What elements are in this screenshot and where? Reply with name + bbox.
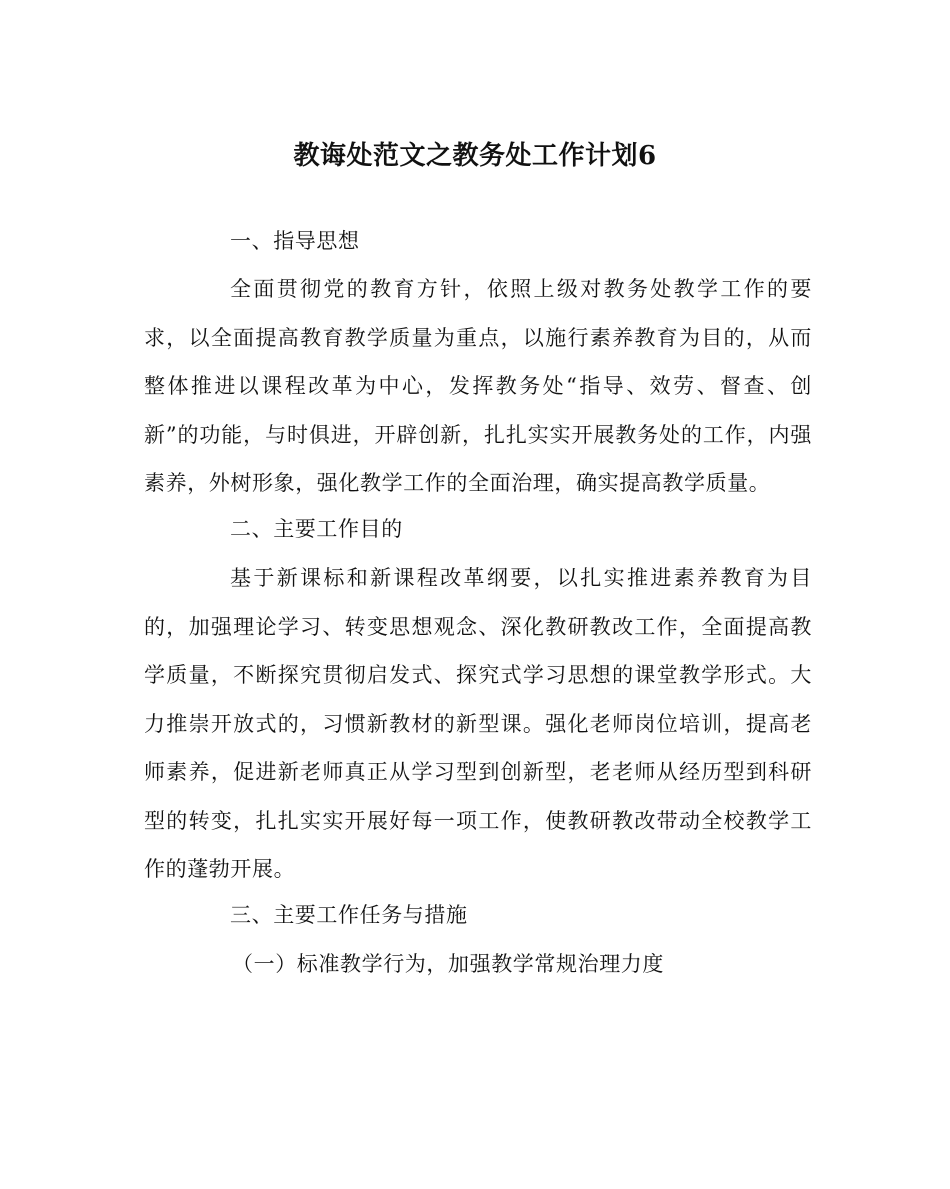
subsection-heading-teaching-standards: （一）标准教学行为，加强教学常规治理力度 [232, 952, 664, 976]
document-title: 教诲处范文之教务处工作计划6 [293, 141, 657, 171]
section-heading-guiding-thought: 一、指导思想 [230, 229, 360, 253]
section-heading-main-goals: 二、主要工作目的 [230, 517, 403, 541]
paragraph-guiding-thought: 全面贯彻党的教育方针，依照上级对教务处教学工作的要求，以全面提高教育教学质量为重点，以施行素养教育为目的，从而整体推进以课程改革为中心，发挥教务处“指导、效劳、督查、创新”的功能，与时俱进，开辟创新，扎扎实实开展教务处的工作，内强素养，外树形象，强化教学工作的全面治理，确实提高教学质量。 [144, 277, 812, 495]
paragraph-main-goals: 基于新课标和新课程改革纲要，以扎实推进素养教育为目的，加强理论学习、转变思想观念、深化教研教改工作，全面提高教学质量，不断探究贯彻启发式、探究式学习思想的课堂教学形式。大力推崇开放式的，习惯新教材的新型课。强化老师岗位培训，提高老师素养，促进新老师真正从学习型到创新型，老老师从经历型到科研型的转变，扎扎实实开展好每一项工作，使教研教改带动全校教学工作的蓬勃开展。 [144, 566, 812, 881]
section-heading-tasks-measures: 三、主要工作任务与措施 [230, 903, 468, 927]
